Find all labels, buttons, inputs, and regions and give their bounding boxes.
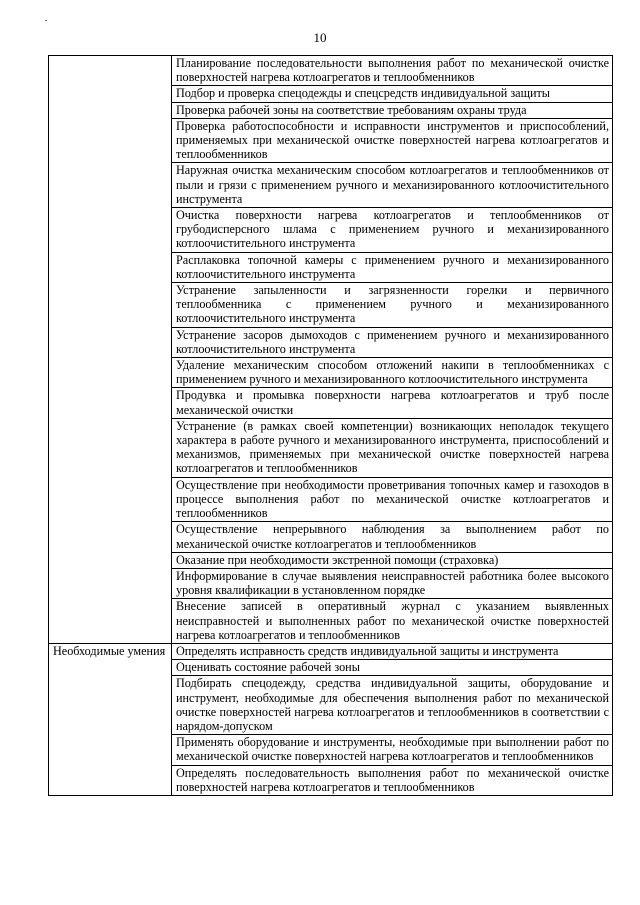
section-label (49, 56, 172, 644)
table-cell-item: Оценивать состояние рабочей зоны (172, 660, 613, 676)
table-cell-item: Проверка рабочей зоны на соответствие требованиям охраны труда (172, 102, 613, 118)
table-cell-item: Продувка и промывка поверхности нагрева котлоагрегатов и труб после механической очистки (172, 388, 613, 418)
table-cell-item: Осуществление при необходимости проветривания топочных камер и газоходов в процессе выполнения работ по механической очистке котлоагрегатов и теплообменников (172, 477, 613, 522)
competency-table (48, 55, 613, 796)
table-cell-item: Информирование в случае выявления неисправностей работника более высокого уровня квалификации в установленном порядке (172, 568, 613, 598)
table-cell-item: Применять оборудование и инструменты, необходимые при выполнении работ по механической очистке поверхностей нагрева котлоагрегатов и теплообменников (172, 735, 613, 765)
table-cell-item: Определять последовательность выполнения работ по механической очистке поверхностей нагрева котлоагрегатов и теплообменников (172, 765, 613, 795)
table-cell-item: Удаление механическим способом отложений накипи в теплообменниках с применением ручного и механизированного котлоочистительного инструмента (172, 358, 613, 388)
table-row (49, 643, 613, 659)
page-number: 10 (313, 30, 327, 45)
table-cell-item: Осуществление непрерывного наблюдения за выполнением работ по механической очистке котлоагрегатов и теплообменников (172, 522, 613, 552)
table-cell-item: Наружная очистка механическим способом котлоагрегатов и теплообменников от пыли и грязи с применением ручного и механизированного котлоочистительного инструмента (172, 163, 613, 208)
table-cell-item: Подбирать спецодежду, средства индивидуальной защиты, оборудование и инструмент, необходимые для обеспечения выполнения работ по механической очистке поверхностей нагрева котлоагрегатов и теплообменников в соответствии с нарядом-допуском (172, 676, 613, 735)
table-cell-item: Внесение записей в оперативный журнал с указанием выявленных неисправностей и выполненных работ по механической очистке поверхностей нагрева котлоагрегатов и теплообменников (172, 599, 613, 644)
scan-speck (45, 20, 47, 21)
table-cell-item: Подбор и проверка спецодежды и спецсредств индивидуальной защиты (172, 86, 613, 102)
table-cell-item: Планирование последовательности выполнения работ по механической очистке поверхностей нагрева котлоагрегатов и теплообменников (172, 56, 613, 86)
table-cell-item: Расплаковка топочной камеры с применением ручного и механизированного котлоочистительного инструмента (172, 252, 613, 282)
table-cell-item: Устранение засоров дымоходов с применением ручного и механизированного котлоочистительного инструмента (172, 327, 613, 357)
table-cell-item: Устранение (в рамках своей компетенции) возникающих неполадок текущего характера в работе ручного и механизированного инструмента, приспособлений и механизмов, применяемых при механической очистке поверхностей нагрева котлоагрегатов и теплообменников (172, 418, 613, 477)
section-label: Необходимые умения (49, 643, 172, 795)
table-cell-item: Устранение запыленности и загрязненности горелки и первичного теплообменника с применением ручного и механизированного котлоочистительного инструмента (172, 283, 613, 328)
table-cell-item: Определять исправность средств индивидуальной защиты и инструмента (172, 643, 613, 659)
table-cell-item: Проверка работоспособности и исправности инструментов и приспособлений, применяемых при механической очистке поверхностей нагрева котлоагрегатов и теплообменников (172, 118, 613, 163)
table-row (49, 56, 613, 86)
table-cell-item: Оказание при необходимости экстренной помощи (страховка) (172, 552, 613, 568)
table-cell-item: Очистка поверхности нагрева котлоагрегатов и теплообменников от грубодисперсного шлама с применением ручного и механизированного котлоочистительного инструмента (172, 208, 613, 253)
